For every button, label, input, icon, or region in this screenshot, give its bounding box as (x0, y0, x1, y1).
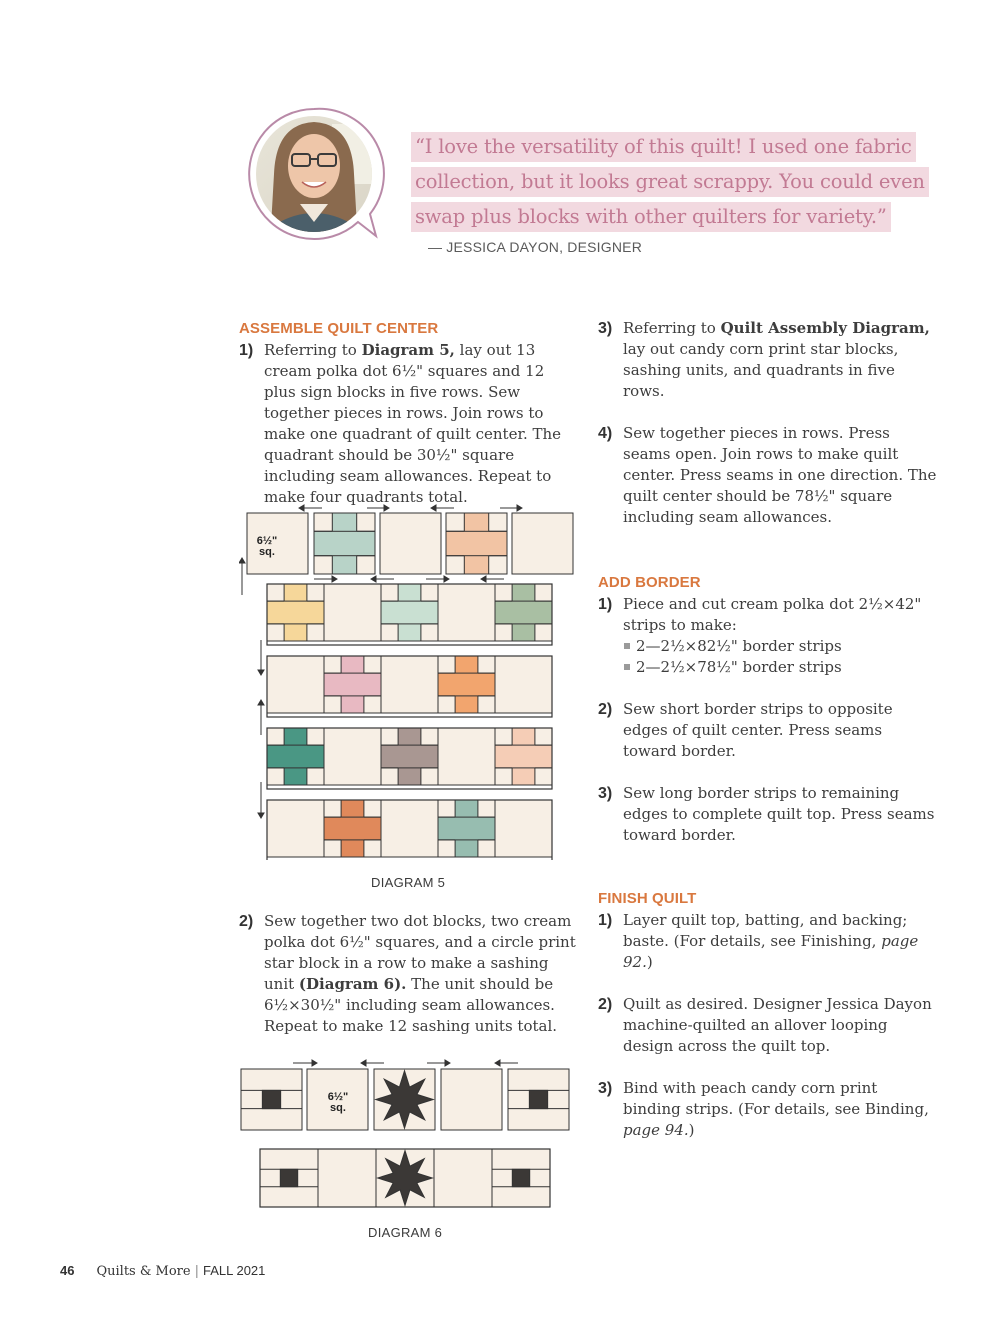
cream-square (380, 513, 441, 574)
step-number: 2) (598, 996, 613, 1013)
square-size-label: sq. (259, 546, 275, 558)
press-arrowhead (312, 1060, 317, 1066)
diagram-6-caption: DIAGRAM 6 (368, 1225, 443, 1240)
cream-square (495, 656, 552, 713)
section-heading-assemble: ASSEMBLE QUILT CENTER (239, 320, 439, 337)
step-number: 4) (598, 425, 613, 442)
diagram-5 (239, 500, 579, 860)
step-number: 2) (239, 913, 254, 930)
press-arrowhead (495, 1060, 500, 1066)
cream-square (438, 728, 495, 785)
plus-block-bar (495, 745, 552, 768)
press-arrowhead (258, 700, 264, 705)
designer-avatar (246, 104, 386, 250)
press-arrowhead (444, 576, 449, 582)
plus-block-bar (314, 531, 375, 555)
bullet-item: 2—2½×78½" border strips (623, 657, 938, 678)
step-number: 1) (598, 596, 613, 613)
section-heading-finish: FINISH QUILT (598, 890, 697, 907)
right-column (598, 318, 938, 1141)
step-number: 1) (239, 342, 254, 359)
footer-separator: | (194, 1264, 199, 1279)
press-arrowhead (517, 505, 522, 511)
plus-block-bar (446, 531, 507, 555)
page-number: 46 (60, 1263, 75, 1278)
plus-block-bar (381, 745, 438, 768)
step-number: 3) (598, 320, 613, 337)
step-finish-2: 2) Quilt as desired. Designer Jessica Dayon machine-quilted an allover looping design across the quilt top. (598, 995, 932, 1055)
page-footer (60, 1263, 265, 1279)
cream-square (318, 1149, 376, 1207)
press-arrowhead (258, 813, 264, 818)
left-column-lower (239, 911, 579, 1037)
step-border-2: 2) Sew short border strips to opposite edges of quilt center. Press seams toward border. (598, 700, 893, 760)
step-border-1: 1) Piece and cut cream polka dot 2½×42" strips to make: 2—2½×82½" border strips 2—2½×78½" border strips (598, 594, 938, 678)
step-assemble-4: 4) Sew together pieces in rows. Press seams open. Join rows to make quilt center. Press seams in one direction. The quilt center should be 78½" square including seam allowances. (598, 424, 937, 526)
step-border-3: 3) Sew long border strips to remaining edges to complete quilt top. Press seams toward border. (598, 784, 935, 844)
step-number: 1) (598, 912, 613, 929)
bullet-item: 2—2½×82½" border strips (623, 636, 938, 657)
step-assemble-2: 2) Sew together two dot blocks, two cream polka dot 6½" squares, and a circle print star block in a row to make a sashing unit (Diagram 6). The unit should be 6½×30½" including seam allowances. Repeat to make 12 sashing units total. (239, 912, 576, 1035)
step-number: 3) (598, 1080, 613, 1097)
cream-square (267, 800, 324, 857)
cream-square (381, 800, 438, 857)
dot-block-center (529, 1090, 547, 1108)
cream-square (512, 513, 573, 574)
star-shape (376, 1071, 433, 1128)
step-finish-1: 1) Layer quilt top, batting, and backing; baste. (For details, see Finishing, page 92.) (598, 911, 919, 971)
plus-block-bar (267, 601, 324, 624)
section-heading-border: ADD BORDER (598, 574, 701, 591)
issue-label: FALL 2021 (202, 1263, 266, 1278)
pull-quote (411, 132, 931, 237)
magazine-name: Quilts & More (96, 1264, 191, 1279)
plus-block-bar (267, 745, 324, 768)
diagram-5-caption: DIAGRAM 5 (371, 875, 446, 890)
press-arrowhead (445, 1060, 450, 1066)
dot-block-center (512, 1169, 529, 1186)
cream-square (267, 656, 324, 713)
square-size-label: sq. (330, 1102, 346, 1114)
step-assemble-3: 3) Referring to Quilt Assembly Diagram, lay out candy corn print star blocks, sashing units, and quadrants in five rows. (598, 319, 930, 400)
cream-square (434, 1149, 492, 1207)
cream-square (381, 656, 438, 713)
cream-square (438, 584, 495, 641)
plus-block-bar (438, 817, 495, 840)
square-size-label: 6½" (327, 1091, 349, 1103)
left-column (239, 318, 579, 508)
plus-block-bar (495, 601, 552, 624)
plus-block-bar (438, 673, 495, 696)
square-size-label: 6½" (256, 535, 278, 547)
cream-square (495, 800, 552, 857)
quote-line: swap plus blocks with other quilters for variety.” (411, 202, 891, 232)
cream-square (324, 584, 381, 641)
step-number: 2) (598, 701, 613, 718)
star-shape (378, 1151, 433, 1206)
plus-block-bar (324, 817, 381, 840)
cream-square (441, 1069, 502, 1130)
press-arrowhead (481, 576, 486, 582)
diagram-6 (239, 1056, 579, 1216)
step-number: 3) (598, 785, 613, 802)
press-arrowhead (431, 505, 436, 511)
plus-block-bar (324, 673, 381, 696)
press-arrowhead (371, 576, 376, 582)
cream-square (324, 728, 381, 785)
quote-line: collection, but it looks great scrappy. You could even (411, 167, 929, 197)
step-assemble-1: 1) Referring to Diagram 5, lay out 13 cream polka dot 6½" squares and 12 plus sign blocks in five rows. Sew together pieces in rows. Join rows to make one quadrant of quilt center. The quadrant should be 30½" square including seam allowances. Repeat to make four quadrants total. (239, 341, 562, 506)
press-arrowhead (239, 558, 245, 563)
press-arrowhead (332, 576, 337, 582)
dot-block-center (280, 1169, 297, 1186)
quote-attribution: — JESSICA DAYON, DESIGNER (428, 239, 643, 255)
press-arrowhead (361, 1060, 366, 1066)
dot-block-center (262, 1090, 280, 1108)
press-arrowhead (299, 505, 304, 511)
step-finish-3: 3) Bind with peach candy corn print binding strips. (For details, see Binding, page 94.) (598, 1079, 929, 1139)
quote-line: “I love the versatility of this quilt! I used one fabric (411, 132, 916, 162)
press-arrowhead (384, 505, 389, 511)
plus-block-bar (381, 601, 438, 624)
press-arrowhead (258, 670, 264, 675)
